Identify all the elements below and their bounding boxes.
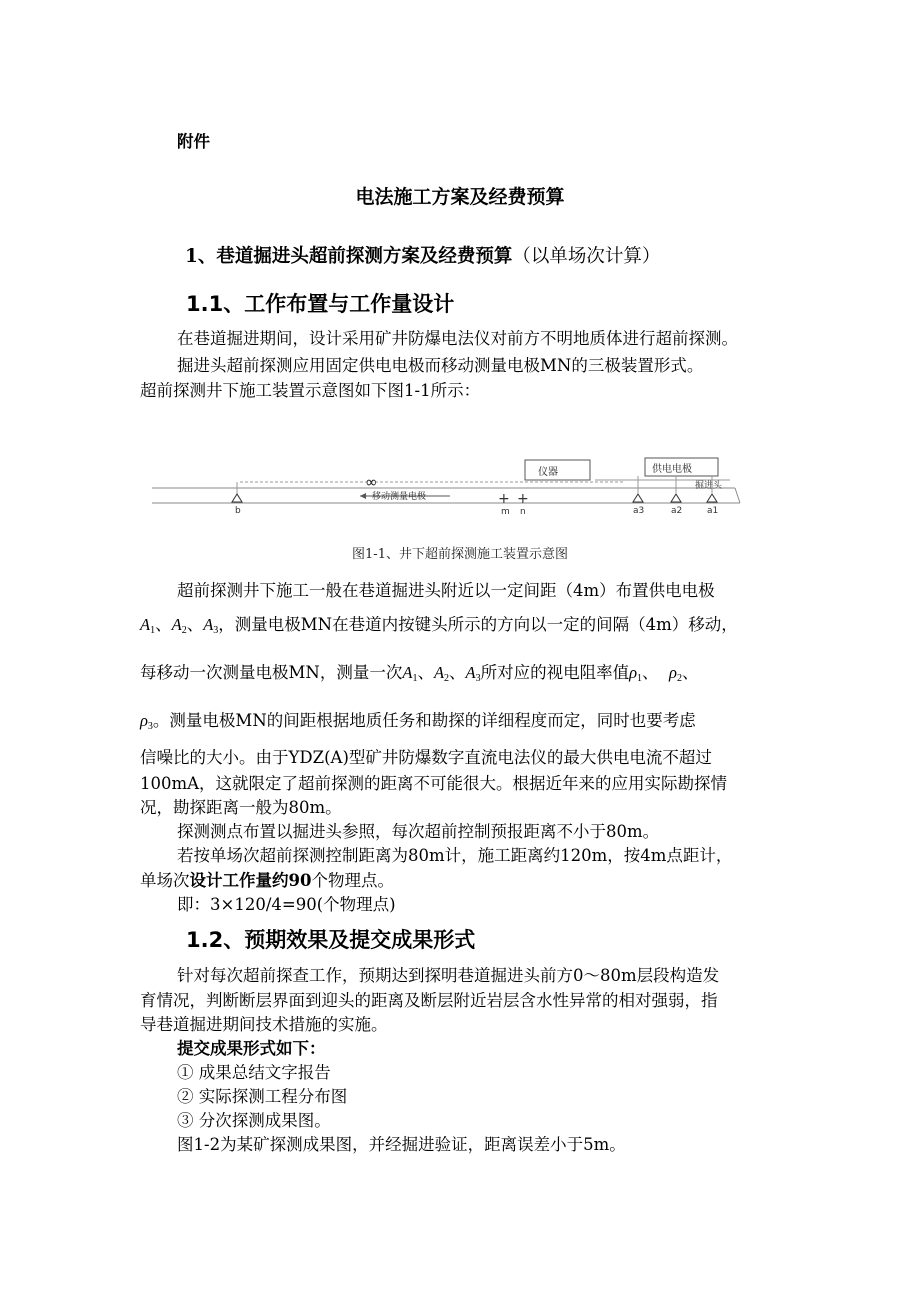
survey-line-2: $A_1$、$A_2$、$A_3$，测量电极MN在巷道内按键头所示的方向以一定的间隔（4m）移动， xyxy=(140,615,738,636)
electrode-a2-symbol-2: $A_2$ xyxy=(433,663,450,684)
survey-line-1: 超前探测井下施工一般在巷道掘进头附近以一定间距（4m）布置供电电极 xyxy=(177,581,715,600)
results-title: 提交成果形式如下： xyxy=(177,1039,326,1058)
section-1-2-p1-line-1: 针对每次超前探查工作，预期达到探明巷道掘进头前方0～80m层段构造发 xyxy=(177,966,720,985)
survey-line-11: 即：3×120/4=90(个物理点) xyxy=(177,895,396,914)
section-1-1-heading: 1.1、工作布置与工作量设计 xyxy=(186,292,455,316)
survey-line-9: 若按单场次超前探测控制距离为80m计，施工距离约120m，按4m点距计， xyxy=(177,846,733,865)
tunnel-face-line xyxy=(735,488,740,503)
electrode-a1-symbol-2: $A_1$ xyxy=(402,663,418,684)
electrode-m-plus: + xyxy=(498,491,510,507)
survey-line-8: 探测测点布置以掘进头参照，每次超前控制预报距离不小于80m。 xyxy=(177,822,660,841)
survey-line-5: 信噪比的大小。由于YDZ(A)型矿井防爆数字直流电法仪的最大供电电流不超过 xyxy=(140,748,712,767)
figure-1-1-caption: 图1-1、井下超前探测施工装置示意图 xyxy=(352,547,568,562)
electrode-a3-icon xyxy=(633,494,643,502)
section-1-2-p1-line-2: 育情况，判断断层界面到迎头的距离及断层附近岩层含水性异常的相对强弱，指 xyxy=(140,991,718,1010)
rho-2-symbol: $\rho_2$ xyxy=(669,663,682,684)
electrode-b-icon xyxy=(232,494,242,502)
figure-1-1-diagram xyxy=(140,450,780,530)
electrode-a2-symbol: $A_2$ xyxy=(171,615,187,636)
workload-emphasis: 设计工作量约90 xyxy=(189,871,312,890)
section-1-heading-text: 1、巷道掘进头超前探测方案及经费预算 xyxy=(185,246,513,267)
section-1-heading xyxy=(185,244,660,270)
face-label: 掘进头 xyxy=(695,481,723,491)
electrode-m-label: m xyxy=(501,507,510,517)
supply-electrode-label: 供电电极 xyxy=(652,464,692,475)
survey-line-3: 每移动一次测量电极MN，测量一次$A_1$、$A_2$、$A_3$所对应的视电阻率值$\rho_1$、 $\rho_2$、 xyxy=(140,663,699,684)
survey-line-6: 100mA，这就限定了超前探测的距离不可能很大。根据近年来的应用实际勘探情 xyxy=(140,774,728,793)
results-item-3: ③ 分次探测成果图。 xyxy=(177,1111,331,1130)
electrode-a1-label: a1 xyxy=(707,506,719,516)
section-1-1-paragraph-2a: 掘进头超前探测应用固定供电电极而移动测量电极MN的三极装置形式。 xyxy=(177,356,704,375)
electrode-n-plus: + xyxy=(517,491,529,507)
survey-line-4: $\rho_3$。测量电极MN的间距根据地质任务和勘探的详细程度而定，同时也要考虑 xyxy=(140,711,696,732)
move-electrode-label: 移动测量电极 xyxy=(372,492,427,502)
section-1-1-paragraph-1: 在巷道掘进期间，设计采用矿井防爆电法仪对前方不明地质体进行超前探测。 xyxy=(177,329,738,348)
results-closing: 图1-2为某矿探测成果图，并经掘进验证，距离误差小于5m。 xyxy=(177,1135,626,1154)
results-item-1: ① 成果总结文字报告 xyxy=(177,1063,331,1082)
results-item-2: ② 实际探测工程分布图 xyxy=(177,1087,348,1106)
section-1-2-heading: 1.2、预期效果及提交成果形式 xyxy=(186,928,476,952)
instrument-label: 仪器 xyxy=(538,467,558,478)
electrode-b-label: b xyxy=(235,506,241,516)
survey-line-7: 况，勘探距离一般为80m。 xyxy=(140,798,342,817)
rho-1-symbol: $\rho_1$ xyxy=(629,663,643,684)
infinity-symbol: ∞ xyxy=(365,473,378,491)
rho-3-symbol: $\rho_3$ xyxy=(140,711,153,732)
electrode-a2-label: a2 xyxy=(671,506,683,516)
electrode-a3-label: a3 xyxy=(633,506,645,516)
move-arrow-head xyxy=(360,493,366,499)
attachment-label: 附件 xyxy=(177,132,210,151)
electrode-a3-symbol: $A_3$ xyxy=(203,615,219,636)
electrode-n-label: n xyxy=(520,507,526,517)
survey-line-10: 单场次设计工作量约90个物理点。 xyxy=(140,871,394,890)
electrode-a3-symbol-2: $A_3$ xyxy=(465,663,481,684)
section-1-2-p1-line-3: 导巷道掘进期间技术措施的实施。 xyxy=(140,1015,388,1034)
section-1-heading-note: （以单场次计算） xyxy=(512,246,661,267)
section-1-1-paragraph-2b: 超前探测井下施工装置示意图如下图1-1所示： xyxy=(140,381,481,400)
document-title: 电法施工方案及经费预算 xyxy=(355,186,565,208)
electrode-a1-symbol: $A_1$ xyxy=(140,615,156,636)
electrode-a1-icon xyxy=(707,494,717,502)
electrode-a2-icon xyxy=(671,494,681,502)
